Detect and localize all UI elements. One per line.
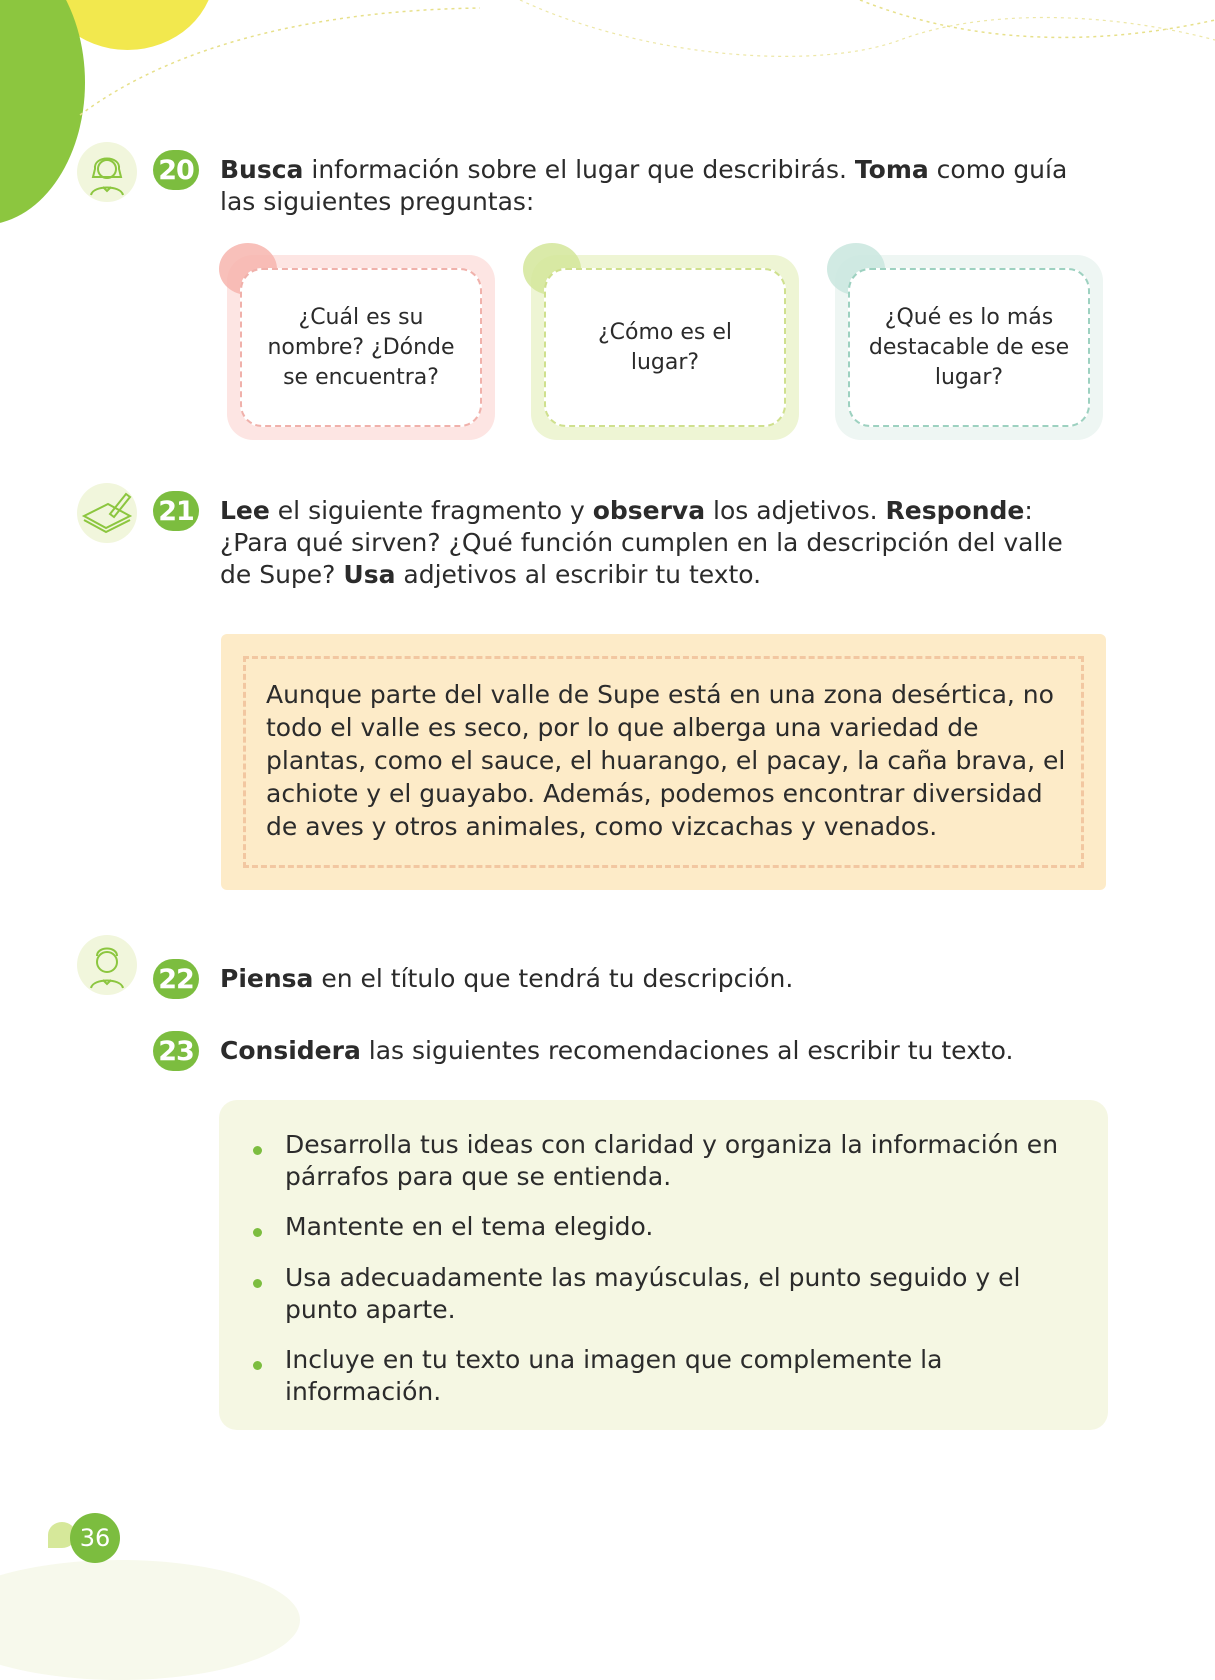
- activity-21-instruction: [220, 495, 1100, 591]
- bullet-dot: [253, 1146, 262, 1155]
- instruction-text: información sobre el lugar que describirás.: [303, 155, 855, 184]
- instruction-text: el siguiente fragmento y: [269, 496, 593, 525]
- instruction-text: en el título que tendrá tu descripción.: [313, 964, 794, 993]
- activity-number-23: 23: [153, 1031, 199, 1071]
- book-pencil-icon: [77, 483, 137, 543]
- bullet-dot: [253, 1228, 262, 1237]
- excerpt-text: Aunque parte del valle de Supe está en una zona desértica, no todo el valle es seco, por lo que alberga una variedad de plantas, como el sauce, el huarango, el pacay, la caña brava, el achiote y el guayabo. Además, podemos encontrar diversidad de aves y otros animales, como vizcachas y venados.: [266, 680, 1066, 841]
- boy-icon: [77, 935, 137, 995]
- question-text: ¿Cuál es su nombre? ¿Dónde se encuentra?: [240, 268, 482, 427]
- recommendation-item: Desarrolla tus ideas con claridad y organiza la información en párrafos para que se entienda.: [285, 1130, 1059, 1191]
- activity-22-instruction: [220, 963, 1100, 995]
- activity-23-instruction: [220, 1035, 1100, 1067]
- instruction-text: : ¿Para qué sirven? ¿Qué función cumplen en la descripción del valle de Supe?: [220, 496, 1063, 589]
- instruction-text: adjetivos al escribir tu texto.: [395, 560, 762, 589]
- verb-toma: Toma: [854, 155, 929, 184]
- question-card-appearance: [531, 255, 799, 440]
- bullet-dot: [253, 1279, 262, 1288]
- question-card-highlight: [835, 255, 1103, 440]
- activity-number-20: 20: [153, 150, 199, 190]
- activity-number-21: 21: [153, 491, 199, 531]
- verb-piensa: Piensa: [220, 964, 314, 993]
- activity-number-22: 22: [153, 959, 199, 999]
- recommendation-item: Mantente en el tema elegido.: [285, 1212, 654, 1241]
- page-number: 36: [70, 1513, 120, 1563]
- verb-lee: Lee: [220, 496, 270, 525]
- question-card-name-location: [227, 255, 495, 440]
- verb-responde: Responde: [885, 496, 1025, 525]
- instruction-text: como guía las siguientes preguntas:: [220, 155, 1068, 216]
- girl-icon: [77, 142, 137, 202]
- recommendations-box: [219, 1100, 1108, 1430]
- verb-usa: Usa: [343, 560, 396, 589]
- question-text: ¿Cómo es el lugar?: [544, 268, 786, 427]
- verb-considera: Considera: [220, 1036, 361, 1065]
- bullet-dot: [253, 1361, 262, 1370]
- instruction-text: los adjetivos.: [705, 496, 886, 525]
- verb-observa: observa: [592, 496, 706, 525]
- decorative-wave: [0, 1560, 300, 1680]
- instruction-text: las siguientes recomendaciones al escribir tu texto.: [360, 1036, 1014, 1065]
- verb-busca: Busca: [220, 155, 304, 184]
- recommendation-item: Usa adecuadamente las mayúsculas, el punto seguido y el punto aparte.: [285, 1263, 1021, 1324]
- recommendation-item: Incluye en tu texto una imagen que complemente la información.: [285, 1345, 943, 1406]
- activity-20-instruction: [220, 154, 1100, 218]
- excerpt-box: [221, 634, 1106, 890]
- question-text: ¿Qué es lo más destacable de ese lugar?: [848, 268, 1090, 427]
- decorative-dotted-lines: [0, 0, 1215, 160]
